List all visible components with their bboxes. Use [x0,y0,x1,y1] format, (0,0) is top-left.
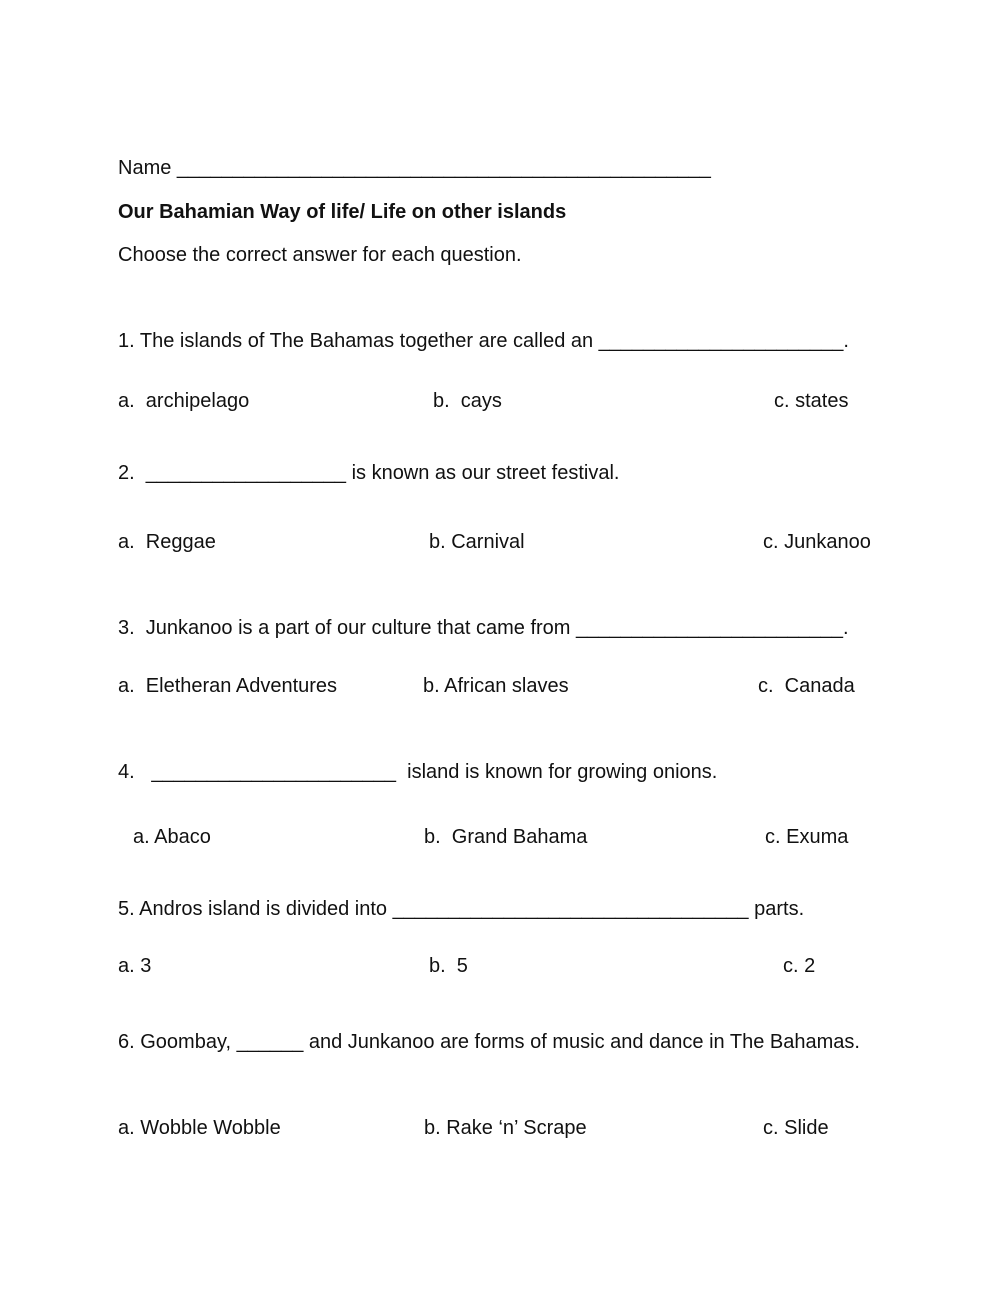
question-4-option-c[interactable]: c. Exuma [765,826,849,848]
question-3-option-b[interactable]: b. African slaves [423,675,569,697]
question-2-option-c[interactable]: c. Junkanoo [763,531,871,553]
question-6-option-b[interactable]: b. Rake ‘n’ Scrape [424,1117,587,1139]
question-5-option-b[interactable]: b. 5 [429,955,468,977]
name-field-line[interactable]: Name ________________________________________________ [118,157,711,179]
question-1-option-c[interactable]: c. states [774,390,849,412]
question-5-text: 5. Andros island is divided into ________________________________ parts. [118,898,805,920]
instructions: Choose the correct answer for each question. [118,244,522,266]
question-4-option-b[interactable]: b. Grand Bahama [424,826,588,848]
question-1-option-a[interactable]: a. archipelago [118,390,250,412]
question-2-text: 2. __________________ is known as our street festival. [118,462,620,484]
question-3-option-a[interactable]: a. Eletheran Adventures [118,675,338,697]
question-6-option-c[interactable]: c. Slide [763,1117,829,1139]
question-4-text: 4. ______________________ island is known for growing onions. [118,761,718,783]
question-1-text: 1. The islands of The Bahamas together are called an ______________________. [118,330,849,352]
question-1-option-b[interactable]: b. cays [433,390,502,412]
question-4-option-a[interactable]: a. Abaco [133,826,211,848]
question-3-option-c[interactable]: c. Canada [758,675,855,697]
question-6-option-a[interactable]: a. Wobble Wobble [118,1117,281,1139]
question-6-text: 6. Goombay, ______ and Junkanoo are forms of music and dance in The Bahamas. [118,1031,860,1053]
question-2-option-a[interactable]: a. Reggae [118,531,216,553]
worksheet-title: Our Bahamian Way of life/ Life on other islands [118,201,567,223]
question-5-option-a[interactable]: a. 3 [118,955,152,977]
question-5-option-c[interactable]: c. 2 [783,955,816,977]
question-2-option-b[interactable]: b. Carnival [429,531,525,553]
question-3-text: 3. Junkanoo is a part of our culture that came from ________________________. [118,617,849,639]
